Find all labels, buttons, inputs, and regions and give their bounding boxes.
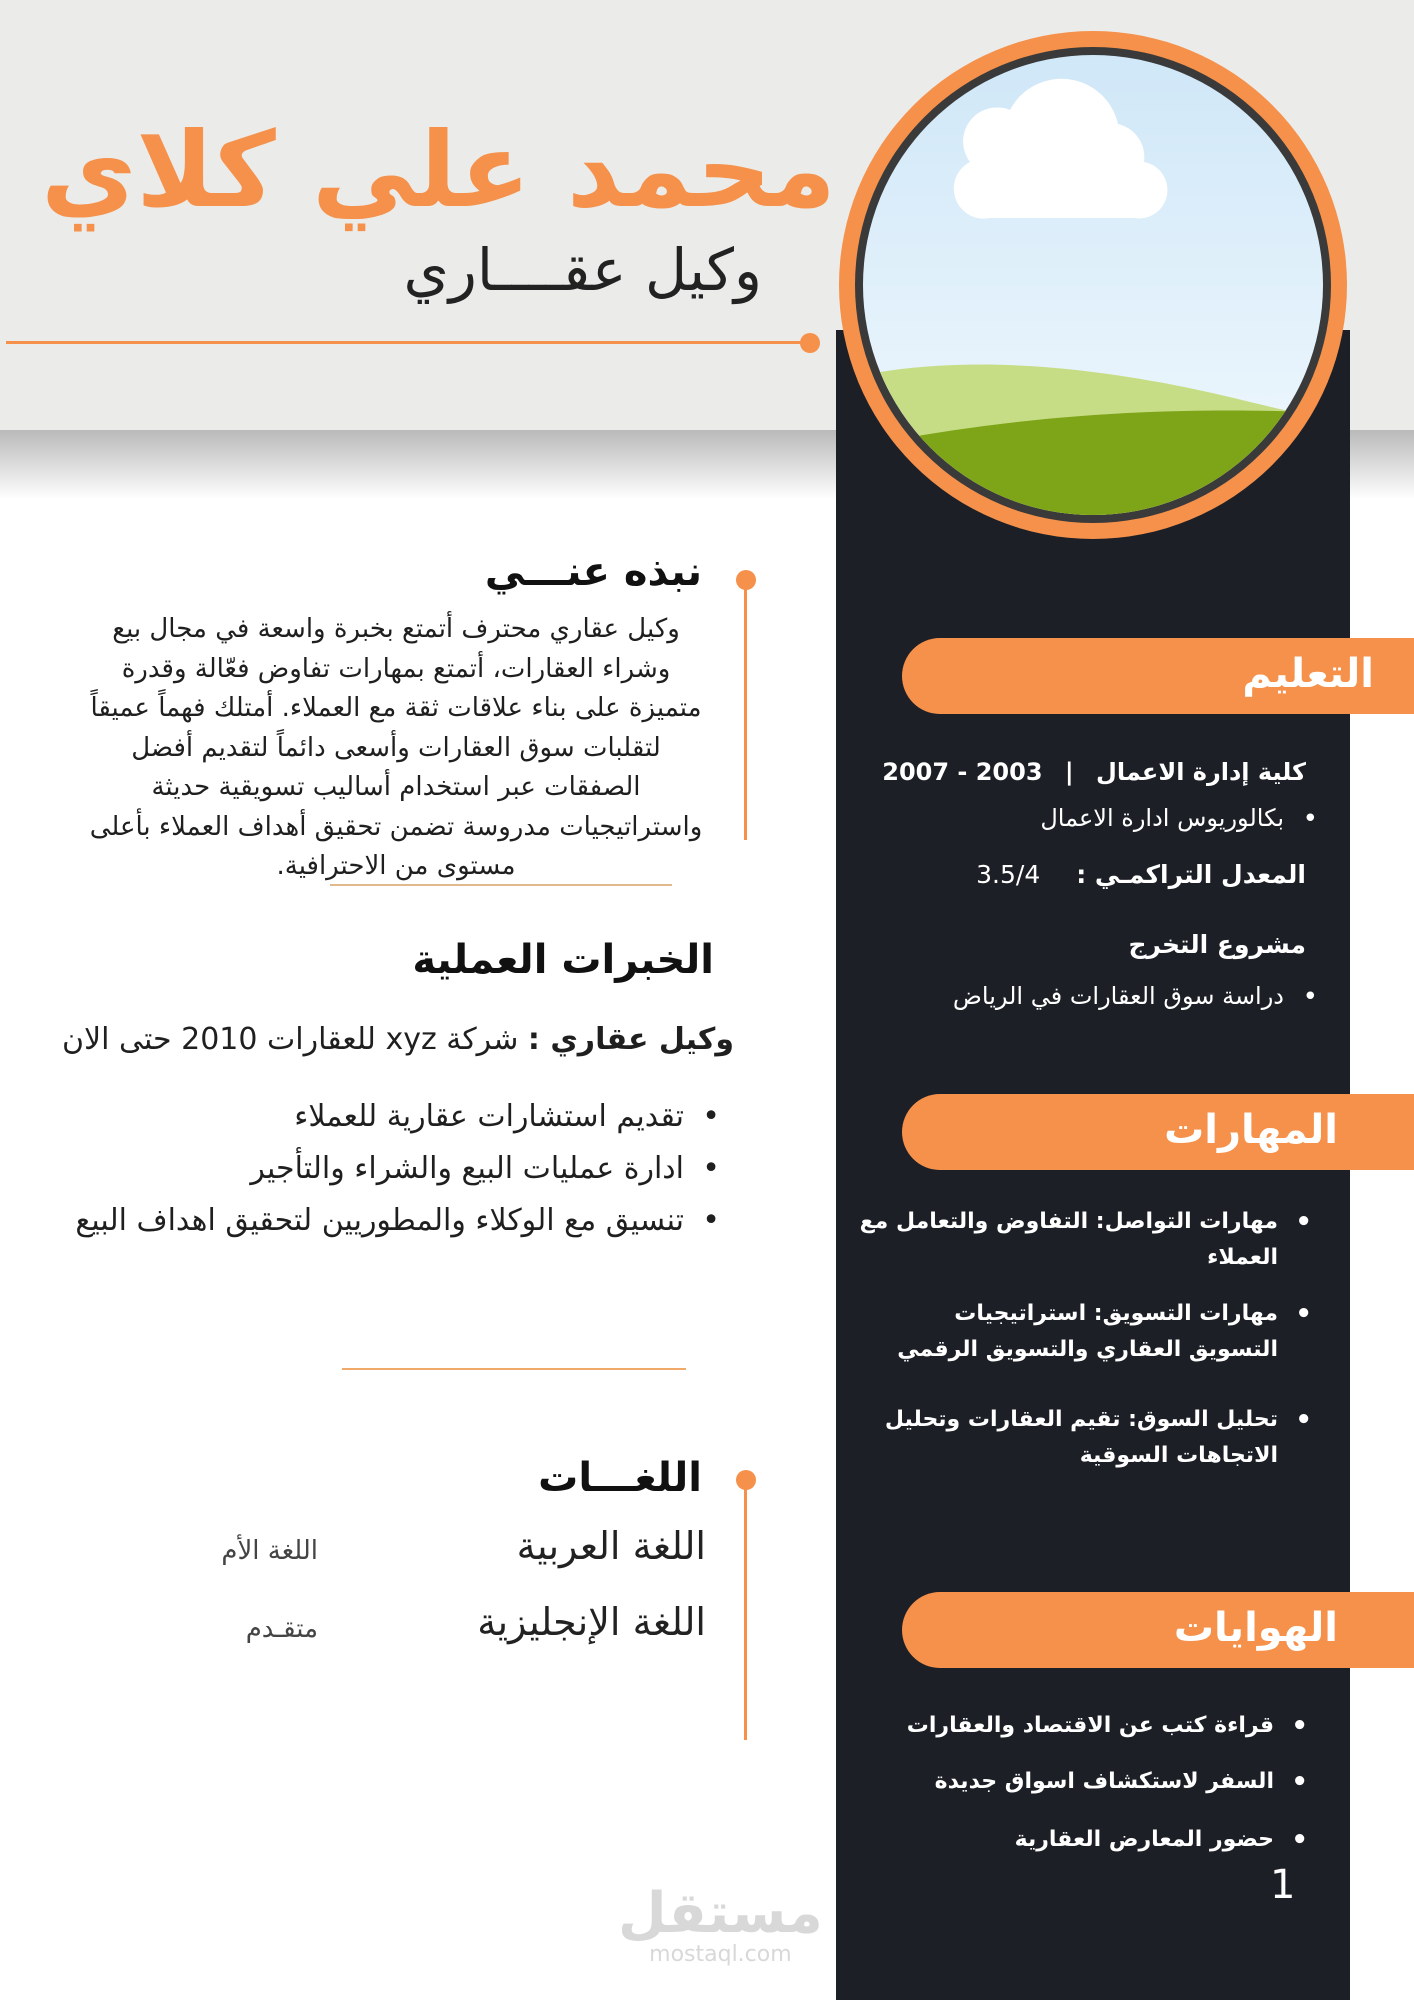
- section-divider: [342, 1368, 686, 1370]
- list-item: • مهارات التسويق: استراتيجيات التسويق العقاري والتسويق الرقمي: [858, 1296, 1278, 1368]
- education-school: كلية إدارة الاعمال: [1096, 758, 1306, 786]
- experience-list: [4, 1096, 684, 1252]
- about-timeline-line: [744, 580, 747, 840]
- experience-role: وكيل عقاري :: [527, 1022, 734, 1057]
- list-item: • مهارات التواصل: التفاوض والتعامل مع العملاء: [858, 1204, 1278, 1276]
- page-number: 1: [1270, 1862, 1296, 1908]
- education-separator: |: [1064, 758, 1074, 786]
- hobbies-title: الهوايات: [1173, 1605, 1338, 1651]
- list-item: • تنسيق مع الوكلاء والمطوريين لتحقيق اهداف البيع: [4, 1200, 684, 1242]
- experience-role-line: [62, 1022, 734, 1057]
- experience-company: شركة xyz للعقارات 2010 حتى الان: [61, 1022, 519, 1057]
- list-item: • السفر لاستكشاف اسواق جديدة: [907, 1762, 1274, 1802]
- list-item: • بكالوريوس ادارة الاعمال: [1040, 804, 1284, 832]
- person-name: محمد علي كلاي: [40, 109, 836, 231]
- education-title: التعليم: [1242, 651, 1374, 697]
- hobbies-header: [902, 1592, 1414, 1668]
- education-gpa-value: 3.5/4: [976, 860, 1041, 889]
- about-underline: [330, 884, 672, 886]
- watermark-arabic: مستقل: [618, 1881, 823, 1946]
- education-header: [902, 638, 1414, 714]
- language-name: اللغة العربية: [516, 1524, 706, 1568]
- watermark-url: mostaql.com: [649, 1942, 792, 1967]
- list-item: • دراسة سوق العقارات في الرياض: [953, 982, 1284, 1010]
- list-item: • قراءة كتب عن الاقتصاد والعقارات: [907, 1706, 1274, 1746]
- language-level: اللغة الأم: [221, 1536, 318, 1566]
- experience-title: الخبرات العملية: [412, 937, 714, 983]
- education-gpa-line: [976, 860, 1306, 889]
- language-name: اللغة الإنجليزية: [477, 1600, 706, 1644]
- education-project-list: [953, 982, 1284, 1010]
- skills-header: [902, 1094, 1414, 1170]
- education-project-label: مشروع التخرج: [1128, 930, 1306, 959]
- education-degree-list: [1040, 804, 1284, 832]
- hobbies-list: [907, 1706, 1274, 1860]
- skills-list: [858, 1204, 1278, 1474]
- skills-title: المهارات: [1164, 1107, 1338, 1153]
- header-divider-dot: [800, 333, 820, 353]
- education-school-line: [882, 758, 1306, 786]
- list-item: • حضور المعارض العقارية: [907, 1820, 1274, 1860]
- language-level: متقـدم: [245, 1614, 318, 1644]
- list-item: • ادارة عمليات البيع والشراء والتأجير: [4, 1148, 684, 1190]
- list-item: • تحليل السوق: تقيم العقارات وتحليل الاتجاهات السوقية: [858, 1402, 1278, 1474]
- list-item: • تقديم استشارات عقارية للعملاء: [4, 1096, 684, 1138]
- languages-title: اللغـــات: [538, 1455, 702, 1501]
- header-divider: [6, 341, 806, 344]
- education-years: 2003 - 2007: [882, 758, 1043, 786]
- about-title: نبذه عنـــي: [484, 549, 702, 595]
- languages-timeline-line: [744, 1480, 747, 1740]
- watermark-logo: [618, 1881, 823, 1968]
- profile-photo-placeholder: [830, 22, 1356, 548]
- about-paragraph: وكيل عقاري محترف أتمتع بخبرة واسعة في مجال بيع وشراء العقارات، أتمتع بمهارات تفاوض فعّالة وقدرة متميزة على بناء علاقات ثقة مع العملاء. أمتلك فهماً عميقاً لتقلبات سوق العقارات وأسعى دائماً لتقديم أفضل الصفقات عبر استخدام أساليب تسويقية حديثة واستراتيجيات مدروسة تضمن تحقيق أهداف العملاء بأعلى مستوى من الاحترافية.: [89, 614, 703, 881]
- job-title: وكيل عقــــاري: [403, 236, 762, 304]
- education-gpa-label: المعدل التراكمـي :: [1076, 860, 1306, 889]
